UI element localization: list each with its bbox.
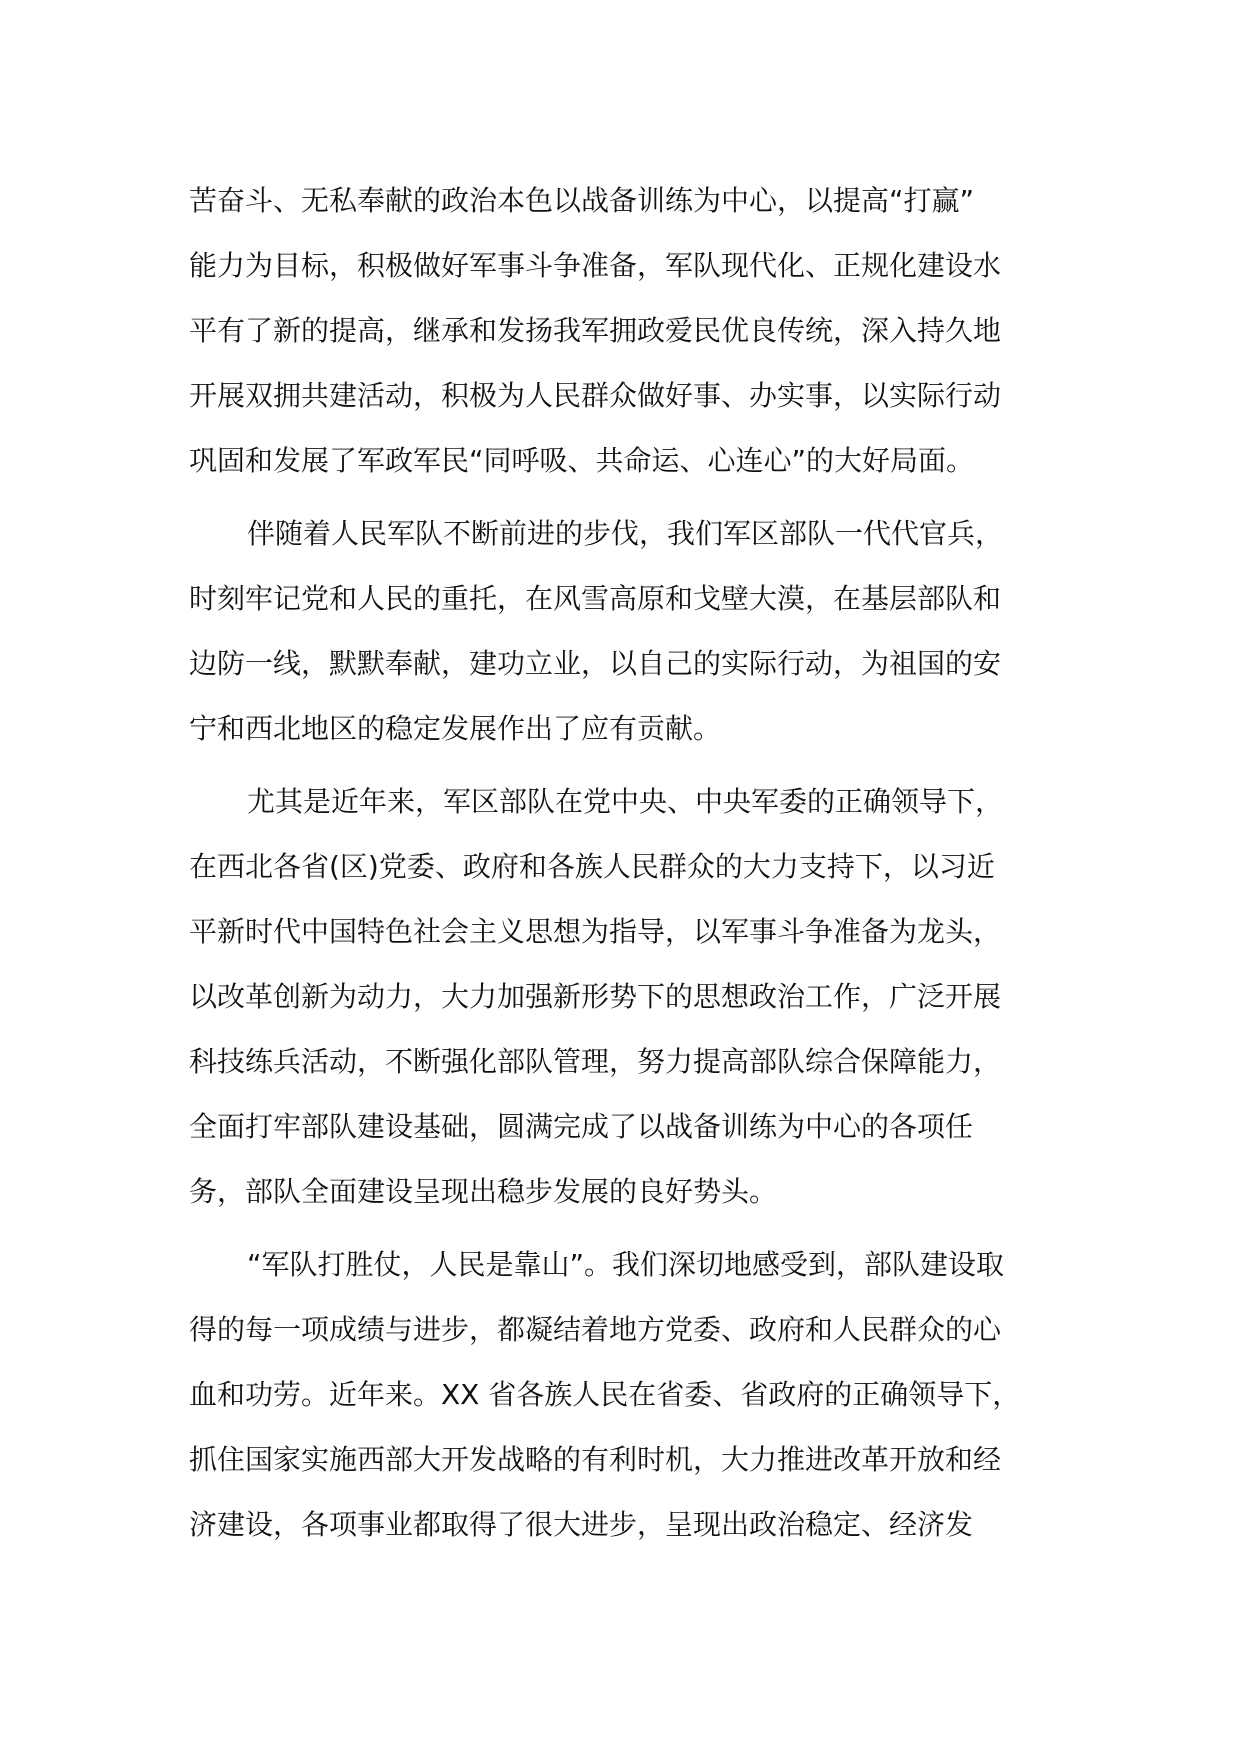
text-line: 苦奋斗、无私奉献的政治本色以战备训练为中心，以提高“打赢” [189, 184, 975, 217]
text-line: 能力为目标，积极做好军事斗争准备，军队现代化、正规化建设水 [189, 249, 1002, 282]
text-line: 得的每一项成绩与进步，都凝结着地方党委、政府和人民群众的心 [189, 1313, 1002, 1346]
text-line: 边防一线，默默奉献，建功立业，以自己的实际行动，为祖国的安 [189, 647, 1002, 680]
text-line: 以改革创新为动力，大力加强新形势下的思想政治工作，广泛开展 [189, 980, 1002, 1013]
text-line: 巩固和发展了军政军民“同呼吸、共命运、心连心”的大好局面。 [189, 444, 975, 477]
text-line: 时刻牢记党和人民的重托，在风雪高原和戈壁大漠，在基层部队和 [189, 582, 1002, 615]
text-line: 血和功劳。近年来。XX 省各族人民在省委、省政府的正确领导下， [189, 1378, 1021, 1411]
text-line: 尤其是近年来，军区部队在党中央、中央军委的正确领导下， [247, 785, 1004, 818]
text-line: 全面打牢部队建设基础，圆满完成了以战备训练为中心的各项任 [189, 1110, 974, 1143]
paragraph-3 [189, 769, 1069, 1224]
text-line: 宁和西北地区的稳定发展作出了应有贡献。 [189, 712, 722, 745]
text-line: 平有了新的提高，继承和发扬我军拥政爱民优良传统，深入持久地 [189, 314, 1002, 347]
paragraph-1 [189, 168, 1069, 493]
text-line: 平新时代中国特色社会主义思想为指导，以军事斗争准备为龙头， [189, 915, 1002, 948]
text-line: 在西北各省(区)党委、政府和各族人民群众的大力支持下，以习近 [189, 850, 995, 883]
text-line: 抓住国家实施西部大开发战略的有利时机，大力推进改革开放和经 [189, 1443, 1002, 1476]
paragraph-4 [189, 1232, 1069, 1557]
text-line: 开展双拥共建活动，积极为人民群众做好事、办实事，以实际行动 [189, 379, 1002, 412]
paragraph-2 [189, 501, 1069, 761]
text-line: 济建设，各项事业都取得了很大进步，呈现出政治稳定、经济发 [189, 1508, 974, 1541]
text-line: 伴随着人民军队不断前进的步伐，我们军区部队一代代官兵， [247, 517, 1004, 550]
text-line: “军队打胜仗，人民是靠山”。我们深切地感受到，部队建设取 [247, 1248, 1005, 1281]
document-body [189, 168, 1069, 1557]
text-line: 科技练兵活动，不断强化部队管理，努力提高部队综合保障能力， [189, 1045, 1002, 1078]
text-line: 务，部队全面建设呈现出稳步发展的良好势头。 [189, 1175, 778, 1208]
